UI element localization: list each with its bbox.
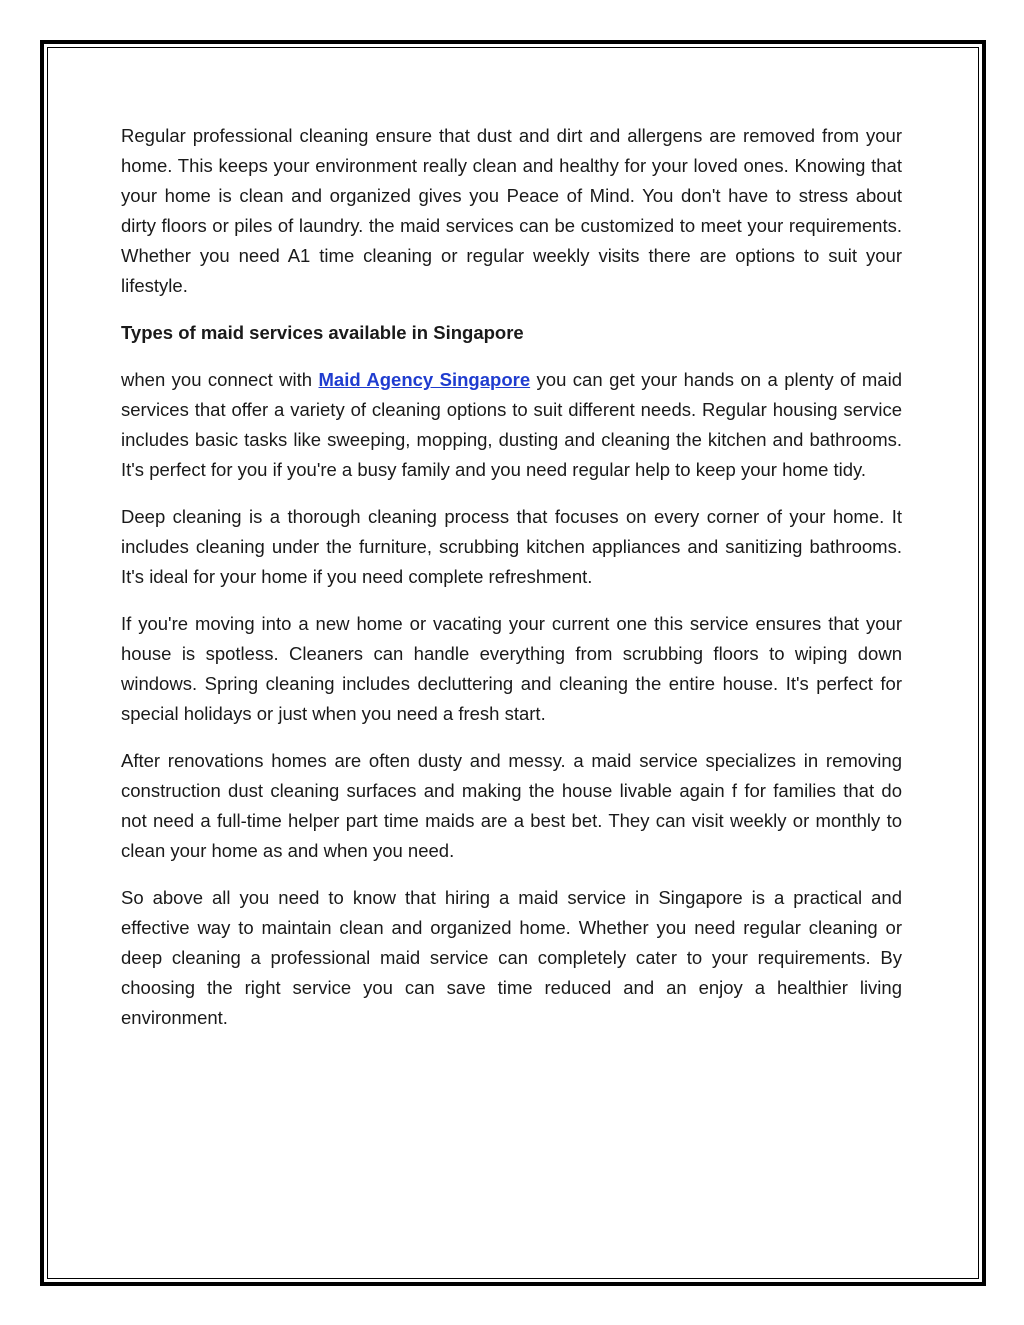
- section-heading: Types of maid services available in Singapore: [121, 322, 524, 343]
- paragraph-deep-cleaning: Deep cleaning is a thorough cleaning process that focuses on every corner of your home. It includes cleaning under the furniture, scrubbing kitchen appliances and sanitizing bathrooms. It's ideal for your home if you need complete refreshment.: [121, 506, 902, 587]
- paragraph-intro: Regular professional cleaning ensure that dust and dirt and allergens are removed from your home. This keeps your environment really clean and healthy for your loved ones. Knowing that your home is clean and organized gives you Peace of Mind. You don't have to stress about dirty floors or piles of laundry. the maid services can be customized to meet your requirements. Whether you need A1 time cleaning or regular weekly visits there are options to suit your lifestyle.: [121, 125, 902, 296]
- paragraph-renovation: After renovations homes are often dusty and messy. a maid service specializes in removing construction dust cleaning surfaces and making the house livable again f for families that do not need a full-time helper part time maids are a best bet. They can visit weekly or monthly to clean your home as and when you need.: [121, 750, 902, 861]
- paragraph-services-lead: when you connect with: [121, 369, 319, 390]
- paragraph-services: [121, 365, 902, 485]
- maid-agency-link[interactable]: Maid Agency Singapore: [318, 369, 531, 390]
- paragraph-services-rest: you can get your hands on a plenty of maid services that offer a variety of cleaning options to suit different needs. Regular housing service includes basic tasks like sweeping, mopping, dusting and cleaning the kitchen and bathrooms. It's perfect for you if you're a busy family and you need regular help to keep your home tidy.: [121, 369, 902, 480]
- document-body: [121, 121, 902, 1050]
- paragraph-conclusion: So above all you need to know that hiring a maid service in Singapore is a practical and effective way to maintain clean and organized home. Whether you need regular cleaning or deep cleaning a professional maid service can completely cater to your requirements. By choosing the right service you can save time reduced and an enjoy a healthier living environment.: [121, 887, 902, 1028]
- paragraph-move-in: If you're moving into a new home or vacating your current one this service ensures that your house is spotless. Cleaners can handle everything from scrubbing floors to wiping down windows. Spring cleaning includes decluttering and cleaning the entire house. It's perfect for special holidays or just when you need a fresh start.: [121, 613, 902, 724]
